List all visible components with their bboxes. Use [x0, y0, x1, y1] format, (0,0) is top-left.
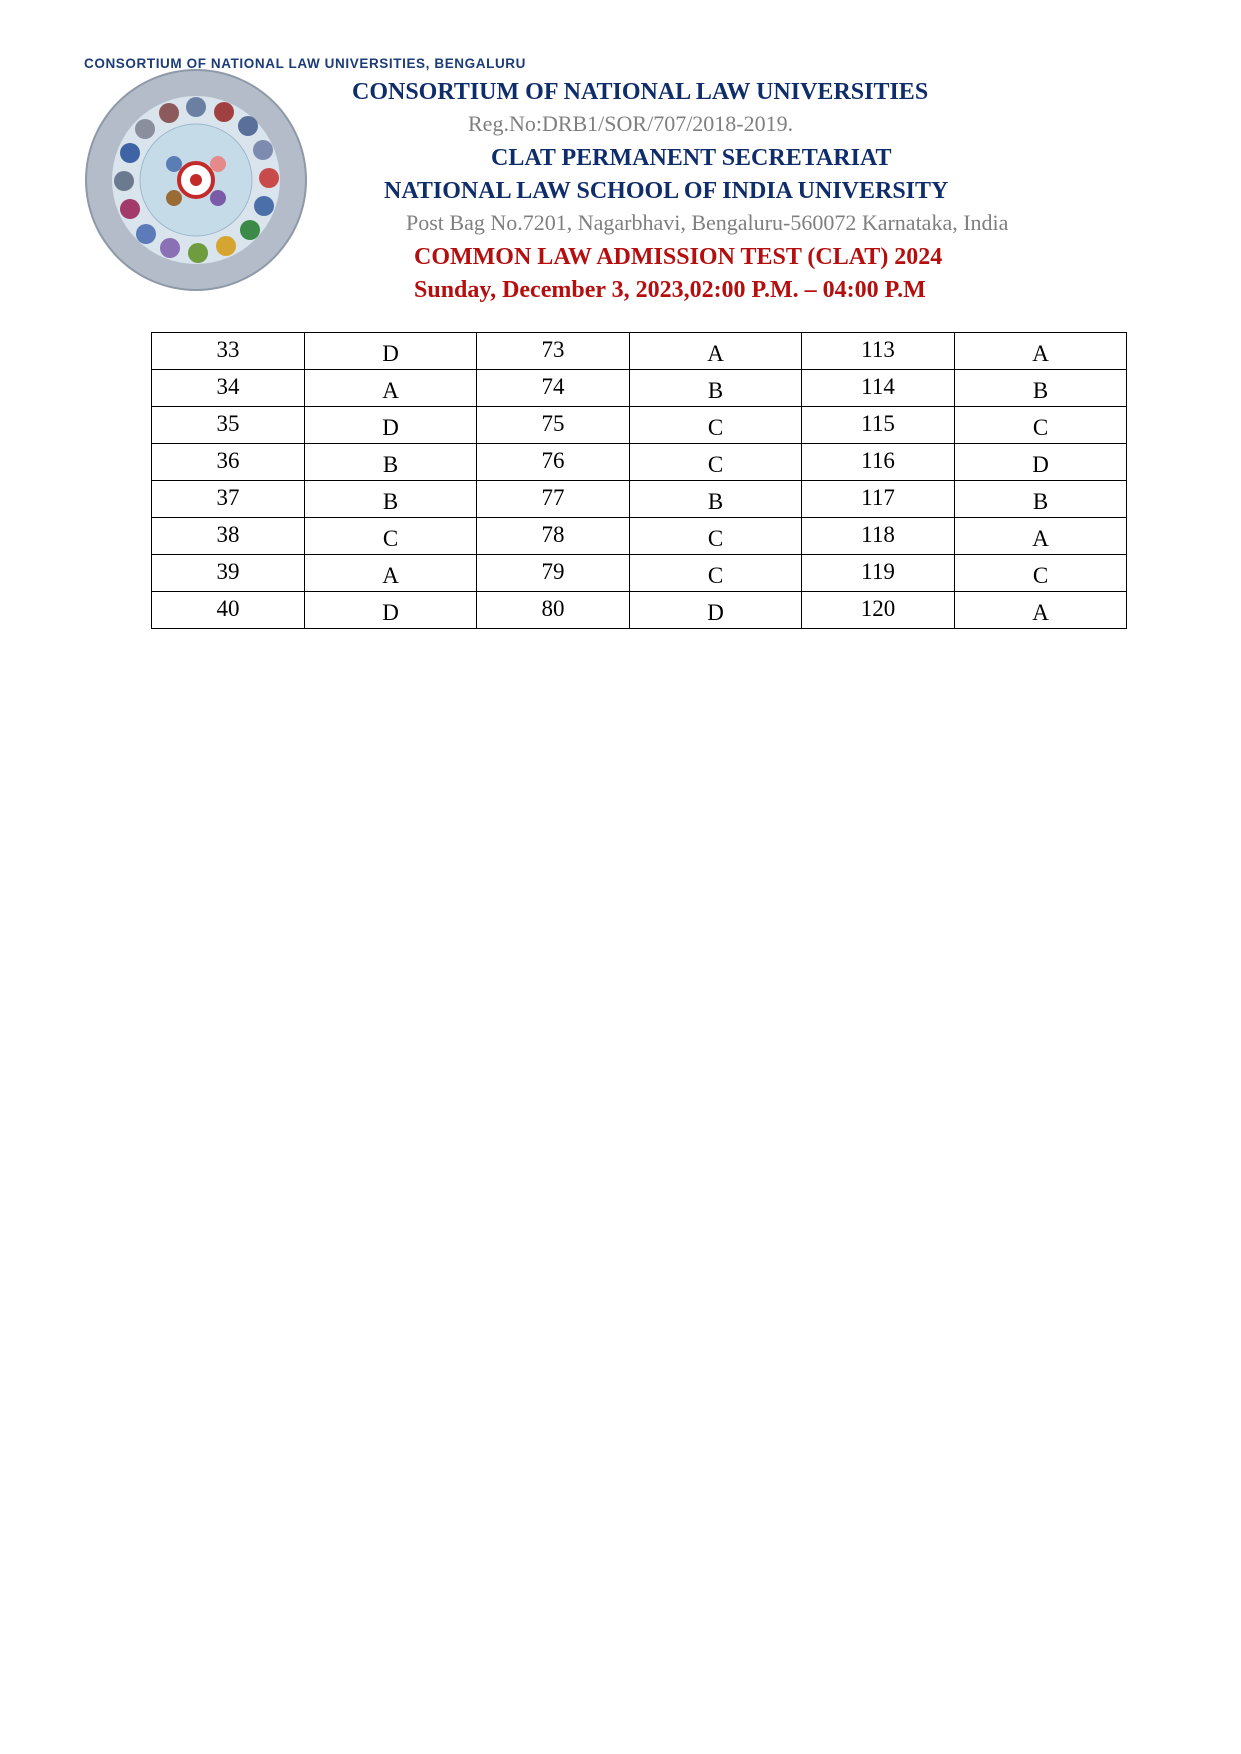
question-number-cell: 79	[477, 555, 630, 592]
answer-cell: C	[305, 518, 477, 555]
question-number-cell: 80	[477, 592, 630, 629]
table-row	[152, 592, 1127, 629]
table-row	[152, 333, 1127, 370]
test-title: COMMON LAW ADMISSION TEST (CLAT) 2024	[414, 244, 943, 270]
question-number-cell: 39	[152, 555, 305, 592]
answer-cell: B	[305, 444, 477, 481]
consortium-seal-icon	[84, 56, 527, 292]
answer-cell: D	[305, 407, 477, 444]
answer-cell: A	[305, 555, 477, 592]
question-number-cell: 116	[802, 444, 955, 481]
question-number-cell: 73	[477, 333, 630, 370]
question-number-cell: 114	[802, 370, 955, 407]
table-row	[152, 444, 1127, 481]
answer-cell: D	[955, 444, 1127, 481]
question-number-cell: 74	[477, 370, 630, 407]
university-name: NATIONAL LAW SCHOOL OF INDIA UNIVERSITY	[384, 178, 949, 204]
question-number-cell: 115	[802, 407, 955, 444]
answer-cell: B	[630, 481, 802, 518]
question-number-cell: 118	[802, 518, 955, 555]
answer-cell: C	[630, 555, 802, 592]
question-number-cell: 34	[152, 370, 305, 407]
question-number-cell: 119	[802, 555, 955, 592]
logo-ring-text: CONSORTIUM OF NATIONAL LAW UNIVERSITIES, BENGALURU	[84, 56, 527, 71]
answer-cell: B	[630, 370, 802, 407]
table-row	[152, 407, 1127, 444]
question-number-cell: 35	[152, 407, 305, 444]
test-date: Sunday, December 3, 2023,02:00 P.M. – 04:00 P.M	[414, 277, 926, 303]
question-number-cell: 36	[152, 444, 305, 481]
question-number-cell: 33	[152, 333, 305, 370]
answer-key-table	[151, 332, 1127, 629]
answer-cell: C	[955, 407, 1127, 444]
answer-cell: C	[630, 407, 802, 444]
question-number-cell: 38	[152, 518, 305, 555]
table-row	[152, 555, 1127, 592]
registration-number: Reg.No:DRB1/SOR/707/2018-2019.	[468, 111, 794, 136]
answer-cell: C	[955, 555, 1127, 592]
answer-cell: D	[305, 333, 477, 370]
answer-cell: D	[630, 592, 802, 629]
question-number-cell: 113	[802, 333, 955, 370]
answer-cell: B	[305, 481, 477, 518]
answer-cell: A	[305, 370, 477, 407]
answer-cell: C	[630, 518, 802, 555]
question-number-cell: 120	[802, 592, 955, 629]
consortium-logo	[84, 56, 527, 292]
question-number-cell: 40	[152, 592, 305, 629]
organization-name: CONSORTIUM OF NATIONAL LAW UNIVERSITIES	[352, 79, 929, 105]
answer-cell: A	[630, 333, 802, 370]
question-number-cell: 37	[152, 481, 305, 518]
table-row	[152, 481, 1127, 518]
question-number-cell: 77	[477, 481, 630, 518]
question-number-cell: 75	[477, 407, 630, 444]
answer-cell: A	[955, 333, 1127, 370]
answer-cell: B	[955, 370, 1127, 407]
question-number-cell: 76	[477, 444, 630, 481]
answer-cell: C	[630, 444, 802, 481]
answer-cell: B	[955, 481, 1127, 518]
secretariat-name: CLAT PERMANENT SECRETARIAT	[491, 145, 892, 171]
postal-address: Post Bag No.7201, Nagarbhavi, Bengaluru-560072 Karnataka, India	[406, 210, 1009, 235]
answer-key-body	[152, 333, 1127, 629]
answer-cell: A	[955, 592, 1127, 629]
table-row	[152, 370, 1127, 407]
question-number-cell: 78	[477, 518, 630, 555]
answer-cell: A	[955, 518, 1127, 555]
question-number-cell: 117	[802, 481, 955, 518]
table-row	[152, 518, 1127, 555]
answer-cell: D	[305, 592, 477, 629]
